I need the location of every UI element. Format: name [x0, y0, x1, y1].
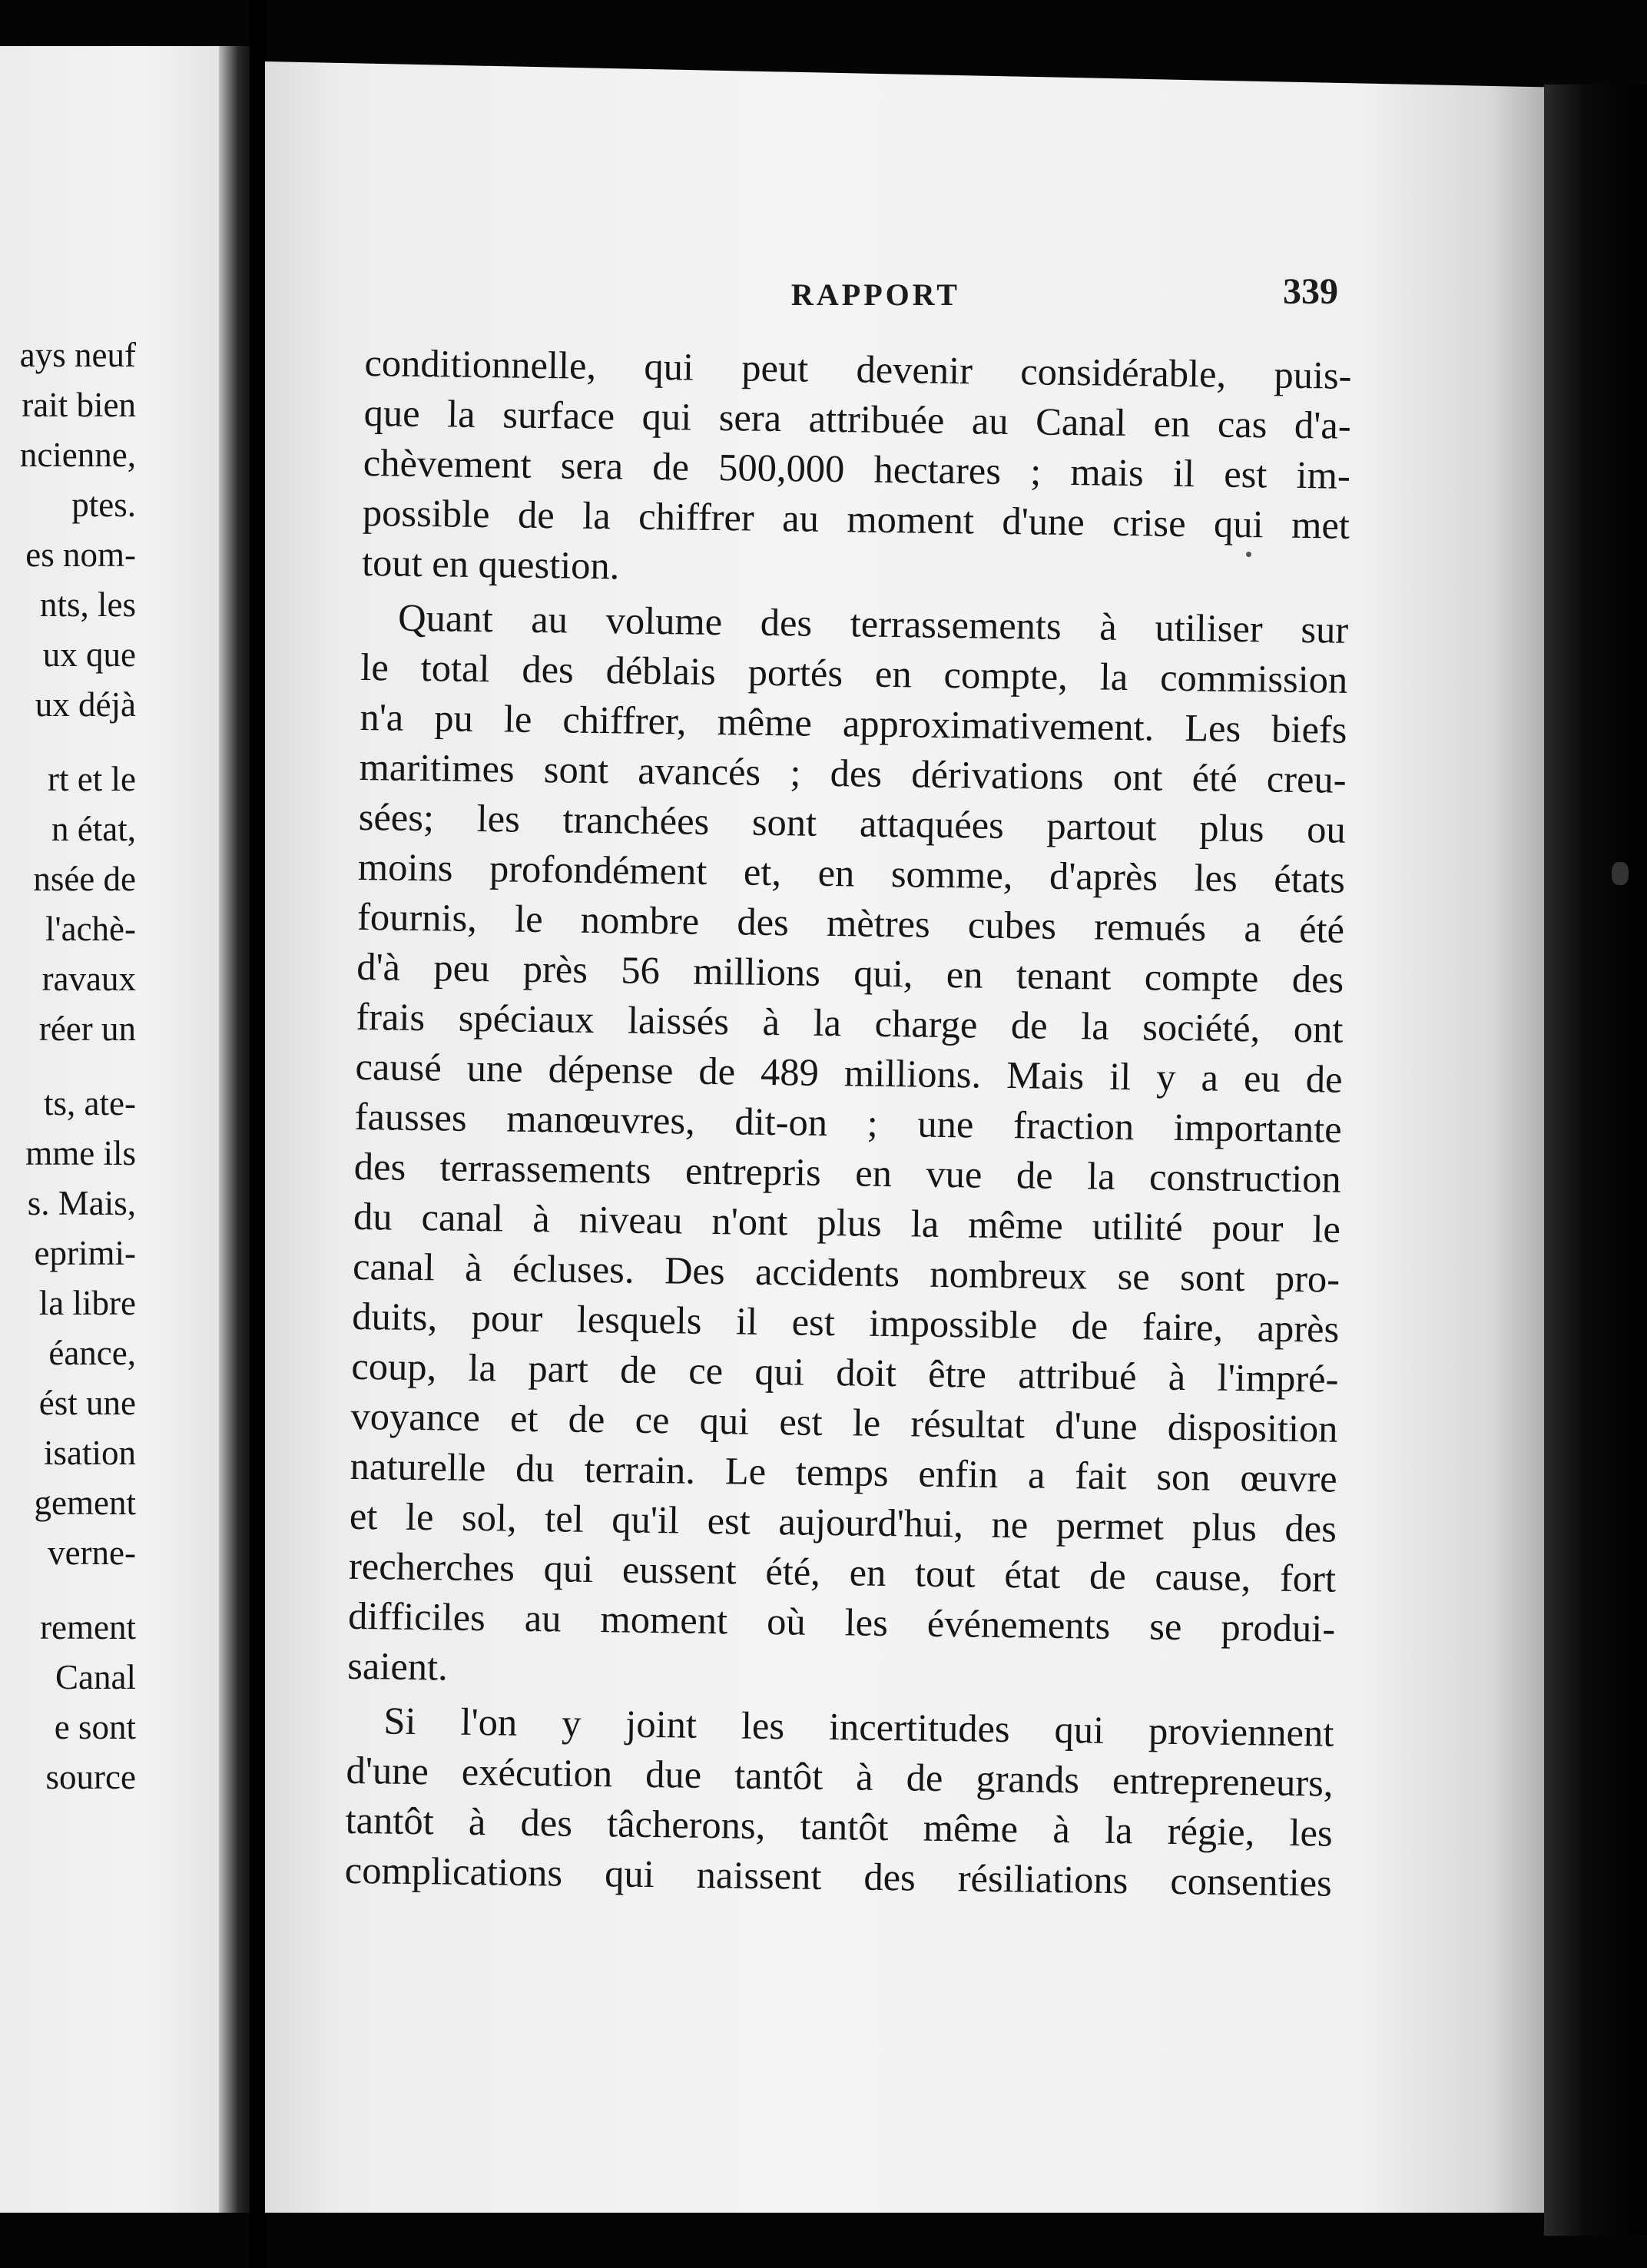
left-page-line: mme ils	[25, 1134, 136, 1172]
text-line: moins profondément et, en somme, d'après les états	[357, 844, 1346, 901]
left-page-text	[0, 330, 136, 1802]
left-page-line: isation	[44, 1434, 136, 1472]
left-page-line: es nom-	[25, 536, 136, 574]
left-page-line: ux déjà	[35, 685, 136, 724]
page-number: 339	[1283, 271, 1338, 312]
scan-blot	[1612, 862, 1629, 885]
left-page-line: rement	[40, 1608, 136, 1646]
left-page-line: réer un	[38, 1010, 136, 1048]
left-page-line: s. Mais,	[27, 1184, 136, 1222]
right-page-edge	[1544, 85, 1647, 2236]
text-line: et le sol, tel qu'il est aujourd'hui, ne permet plus des	[349, 1494, 1337, 1550]
left-page-line: n état,	[51, 810, 136, 848]
text-line: recherches qui eussent été, en tout état de cause, fort	[348, 1544, 1337, 1600]
text-line: naturelle du terrain. Le temps enfin a fait son œuvre	[350, 1444, 1338, 1500]
text-line: des terrassements entrepris en vue de la construction	[353, 1144, 1342, 1201]
left-page-line: nts, les	[39, 585, 136, 624]
left-page-line: rait bien	[22, 386, 136, 424]
left-page-line: ays neuf	[19, 336, 136, 374]
left-page-line	[0, 730, 136, 754]
left-page-line: l'achè-	[45, 910, 136, 948]
text-line: tout en question.	[361, 540, 620, 588]
text-line: chèvement sera de 500,000 hectares ; mais il est im-	[363, 440, 1351, 497]
text-line: saient.	[347, 1643, 449, 1689]
text-line: possible de la chiffrer au moment d'une crise qui met	[362, 490, 1350, 547]
text-line: du canal à niveau n'ont plus la même utilité pour le	[353, 1194, 1341, 1251]
text-line: conditionnelle, qui peut devenir considérable, puis-	[364, 340, 1352, 397]
text-line: n'a pu le chiffrer, même approximativement. Les biefs	[360, 695, 1347, 751]
text-line: voyance et de ce qui est le résultat d'une disposition	[350, 1394, 1338, 1451]
text-line: tantôt à des tâcherons, tantôt même à la régie, les	[345, 1798, 1334, 1855]
scan-speck	[1246, 552, 1251, 557]
text-line: Si l'on y joint les incertitudes qui proviennent	[383, 1699, 1334, 1755]
left-page-line: rt et le	[48, 760, 136, 798]
left-page-line	[0, 1054, 136, 1079]
text-line: d'une exécution due tantôt à de grands entrepreneurs,	[346, 1748, 1334, 1805]
text-line: fournis, le nombre des mètres cubes remués a été	[356, 894, 1345, 951]
left-page-edge	[219, 46, 254, 2213]
text-line: Quant au volume des terrassements à utiliser sur	[397, 595, 1349, 652]
text-line: canal à écluses. Des accidents nombreux se sont pro-	[352, 1244, 1340, 1301]
left-page-line: gement	[34, 1484, 136, 1522]
text-line: sées; les tranchées sont attaquées partout plus ou	[358, 794, 1347, 851]
left-facing-page	[0, 46, 234, 2213]
text-line: duits, pour lesquels il est impossible de faire, après	[351, 1294, 1340, 1351]
text-line: maritimes sont avancés ; des dérivations ont été creu-	[359, 744, 1347, 801]
left-page-line: ncienne,	[19, 436, 136, 474]
left-page-line: ts, ate-	[44, 1084, 136, 1122]
text-line: difficiles au moment où les événements se produi-	[347, 1593, 1336, 1650]
text-line: causé une dépense de 489 millions. Mais il y a eu de	[355, 1044, 1343, 1101]
book-gutter	[250, 0, 267, 2268]
left-page-line: Canal	[55, 1658, 136, 1696]
left-page-line: verne-	[48, 1534, 136, 1572]
left-page-line: ptes.	[71, 486, 136, 524]
left-page-line: nsée de	[33, 860, 136, 898]
left-page-line: ravaux	[41, 960, 136, 998]
text-line: le total des déblais portés en compte, la commission	[360, 645, 1348, 701]
text-line: complications qui naissent des résiliations consenties	[344, 1848, 1333, 1905]
text-line: d'à peu près 56 millions qui, en tenant compte des	[356, 944, 1344, 1001]
left-page-line: éance,	[48, 1334, 136, 1372]
left-page-line: source	[45, 1758, 136, 1796]
left-page-line: ux que	[42, 635, 136, 674]
text-line: frais spéciaux laissés à la charge de la société, ont	[356, 994, 1344, 1051]
left-page-line: ést une	[38, 1384, 136, 1422]
left-page-line: e sont	[54, 1708, 136, 1746]
text-line: fausses manœuvres, dit-on ; une fraction importante	[354, 1094, 1342, 1151]
left-page-line	[0, 1578, 136, 1603]
running-head: RAPPORT	[791, 277, 960, 312]
left-page-line: eprimi-	[34, 1234, 136, 1272]
left-page-line: la libre	[38, 1284, 136, 1322]
text-line: que la surface qui sera attribuée au Canal en cas d'a-	[363, 390, 1351, 447]
text-line: coup, la part de ce qui doit être attribué à l'impré-	[351, 1344, 1339, 1401]
body-text	[344, 338, 1351, 1908]
